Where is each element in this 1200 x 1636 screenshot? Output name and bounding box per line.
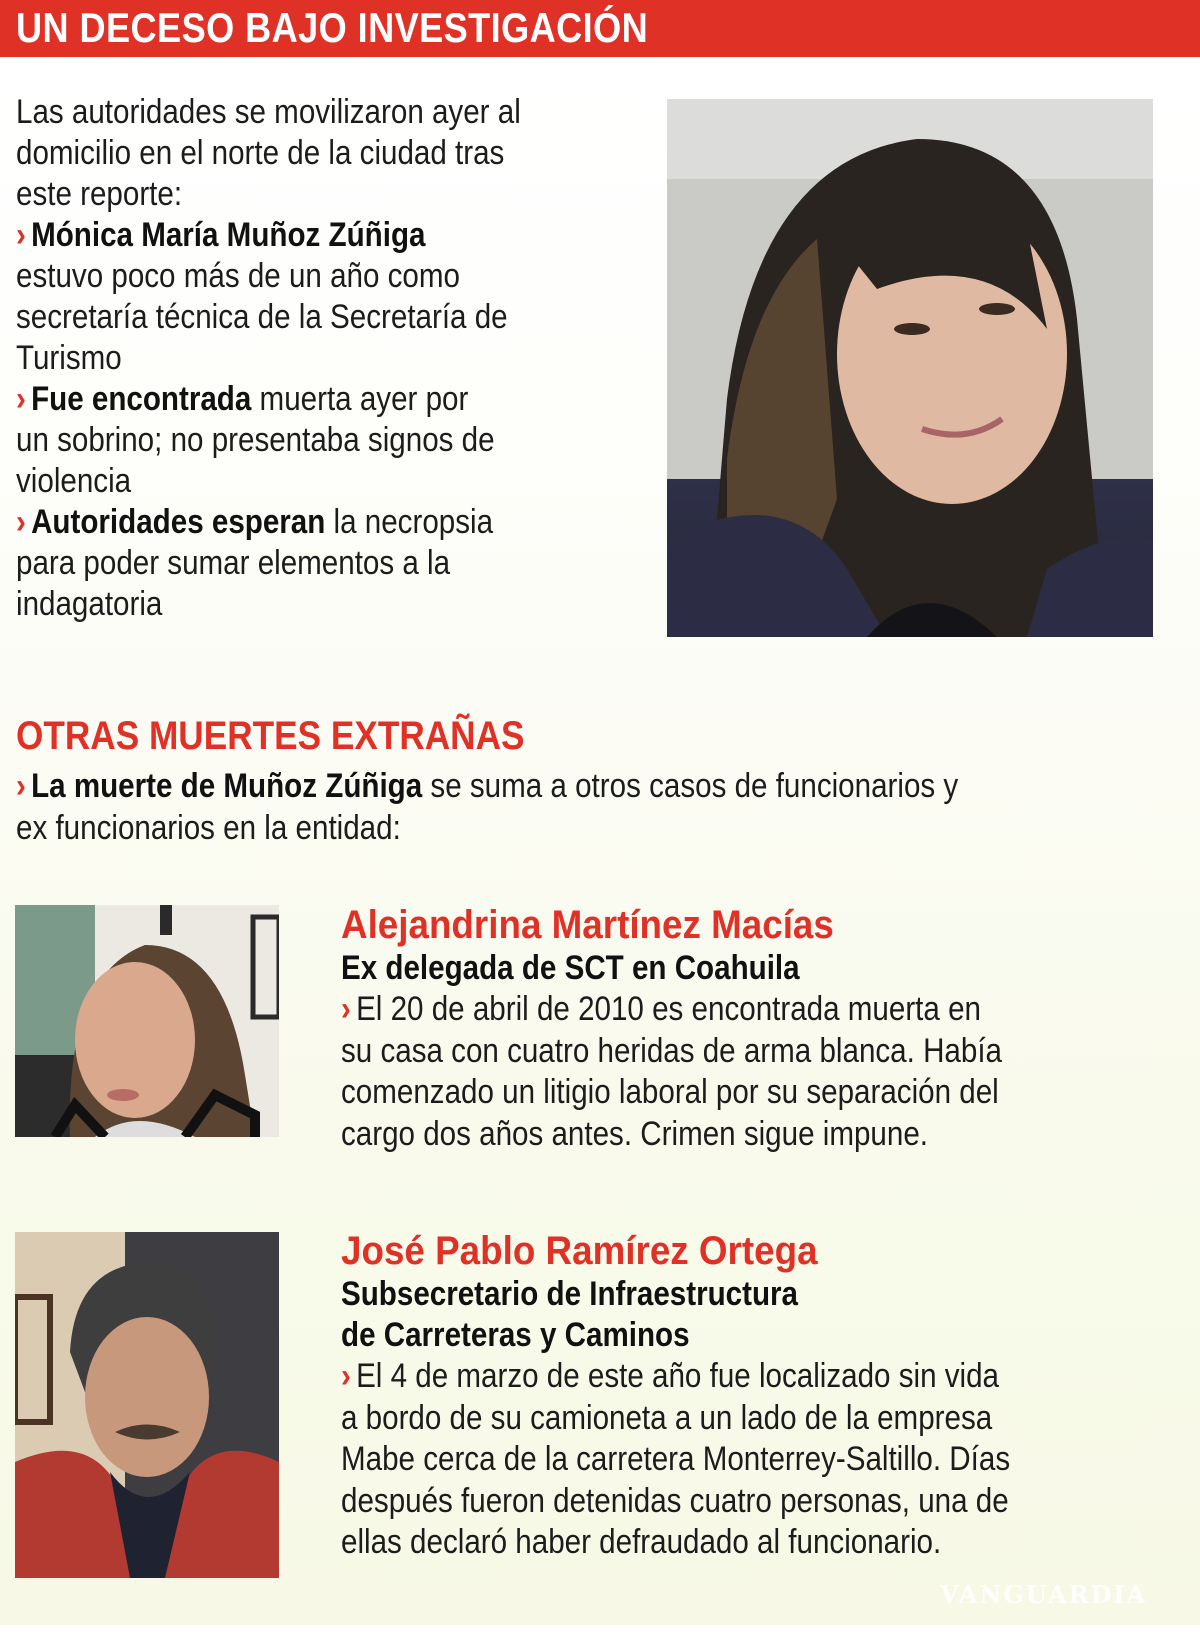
case-card [341, 902, 1191, 1155]
case-description-line: su casa con cuatro heridas de arma blanca. Había [341, 1031, 1003, 1070]
section-intro-line [16, 765, 1034, 807]
case-description-line: ellas declaró haber defraudado al funcionario. [341, 1523, 942, 1561]
section-intro-bold: La muerte de Muñoz Zúñiga [31, 767, 423, 805]
lead-text [16, 92, 636, 625]
bullet-bold-text: Mónica María Muñoz Zúñiga [31, 216, 426, 254]
case-description-line [341, 989, 1081, 1031]
case-photo-jose-pablo [15, 1232, 279, 1578]
case-description-line: comenzado un litigio laboral por su separación del [341, 1073, 999, 1111]
case-description-line: a bordo de su camioneta a un lado de la empresa [341, 1398, 993, 1437]
header-band [0, 0, 1200, 57]
portrait-woman-icon [667, 99, 1153, 637]
case-name: José Pablo Ramírez Ortega [341, 1229, 818, 1273]
case-description [341, 989, 1191, 1155]
case-description [341, 1356, 1191, 1564]
case-description-line: Mabe cerca de la carretera Monterrey-Saltillo. Días [341, 1440, 1011, 1478]
bullet-line: secretaría técnica de la Secretaría de [16, 298, 508, 336]
bullet-line: estuvo poco más de un año como [16, 257, 460, 295]
portrait-man-icon [15, 1232, 279, 1578]
section-intro-text: se suma a otros casos de funcionarios y [422, 767, 959, 805]
bullet-item [16, 379, 555, 420]
chevron-right-icon: › [341, 1357, 351, 1395]
case-role: de Carreteras y Caminos [341, 1316, 690, 1354]
case-role: Ex delegada de SCT en Coahuila [341, 949, 800, 987]
chevron-right-icon: › [16, 767, 26, 805]
case-description-line: cargo dos años antes. Crimen sigue impune. [341, 1114, 929, 1153]
case-description-text: El 20 de abril de 2010 es encontrada muerta en [356, 990, 981, 1028]
chevron-right-icon: › [341, 990, 351, 1028]
bullet-item [16, 502, 555, 543]
chevron-right-icon: › [16, 380, 26, 418]
bullet-line: para poder sumar elementos a la [16, 544, 451, 582]
case-photo-alejandrina [15, 905, 279, 1137]
lead-intro-line: Las autoridades se movilizaron ayer al [16, 93, 521, 131]
bullet-line: indagatoria [16, 585, 163, 623]
section-title: OTRAS MUERTES EXTRAÑAS [16, 714, 525, 758]
case-description-text: El 4 de marzo de este año fue localizado sin vida [356, 1357, 1000, 1395]
bullet-bold-text: Fue encontrada [31, 380, 252, 418]
main-portrait-photo [667, 99, 1153, 637]
bullet-text: la necropsia [325, 503, 494, 541]
bullet-line: violencia [16, 462, 132, 500]
lead-intro-line: este reporte: [16, 175, 183, 213]
bullet-line: Turismo [16, 339, 122, 377]
chevron-right-icon: › [16, 216, 26, 254]
bullet-text: muerta ayer por [251, 380, 469, 418]
lead-intro-line: domicilio en el norte de la ciudad tras [16, 134, 505, 172]
bullet-bold-text: Autoridades esperan [31, 503, 326, 541]
case-role: Subsecretario de Infraestructura [341, 1275, 799, 1313]
page-title: UN DECESO BAJO INVESTIGACIÓN [16, 4, 649, 51]
case-card [341, 1228, 1191, 1564]
chevron-right-icon: › [16, 503, 26, 541]
case-description-line [341, 1356, 1081, 1398]
section-intro [16, 765, 1186, 849]
case-name: Alejandrina Martínez Macías [341, 903, 834, 947]
bullet-line: un sobrino; no presentaba signos de [16, 421, 495, 459]
portrait-woman-icon [15, 905, 279, 1137]
section-intro-line: ex funcionarios en la entidad: [16, 809, 401, 847]
bullet-item [16, 215, 555, 256]
case-description-line: después fueron detenidas cuatro personas, una de [341, 1481, 1009, 1520]
publisher-watermark: VANGUARDIA [940, 1580, 1148, 1609]
